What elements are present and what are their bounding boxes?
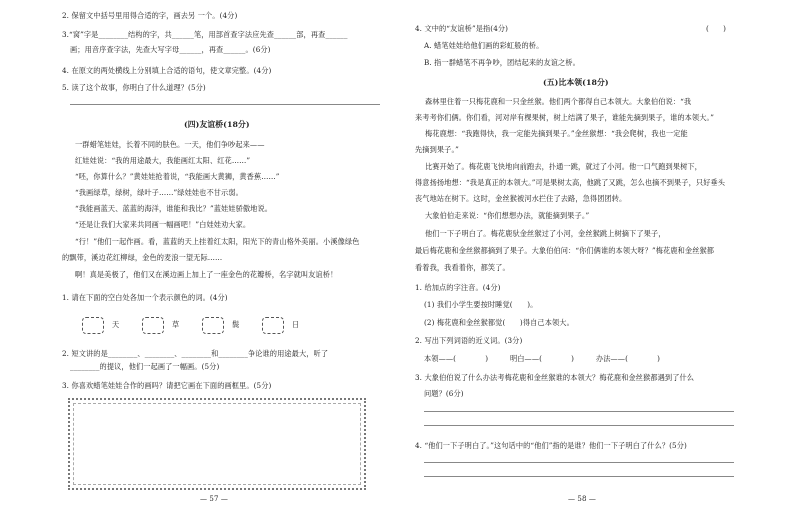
- question-3b: 3. 你喜欢蜡笔娃娃合作的画吗？请把它画在下面的画框里。(5分): [62, 381, 272, 390]
- question-4: 4. 文中的“友谊桥”是指(4分): [415, 24, 509, 33]
- story-paragraph-5: “我能画蓝天、蓝蓝的海洋，谁能和我比？”蓝娃娃骄傲地说。: [75, 204, 273, 213]
- answer-line[interactable]: [424, 425, 734, 426]
- answer-parenthesis[interactable]: ( ): [706, 24, 726, 33]
- question-2b-line-2: ________的提议，他们一起画了一幅画。(5分): [70, 362, 220, 371]
- question-4: 4. 在原文的两处横线上分别填上合适的语句，使文章完整。(4分): [62, 66, 272, 75]
- blank-box[interactable]: [82, 317, 104, 334]
- story-paragraph-4: “我画绿草，绿树，绿叶子……”绿娃娃也不甘示弱。: [75, 188, 243, 197]
- story-paragraph-8: 大象伯伯走来说：“你们想想办法，就能摘到果子。”: [425, 211, 590, 220]
- box-word: 鬓: [232, 320, 240, 329]
- story-paragraph-10: 最后梅花鹿和金丝猴都摘到了果子。大象伯伯问：“你们俩谁的本领大呀？”梅花鹿和金丝猴都: [415, 246, 715, 255]
- question-1: 1. 给加点的字注音。(4分): [415, 283, 501, 292]
- question-3-line-1: 3. 大象伯伯说了什么办法考梅花鹿和金丝猴谁的本领大？梅花鹿和金丝猴都遇到了什么: [415, 373, 695, 382]
- question-2: 2. 写出下列词语的近义词。(3分): [415, 336, 523, 345]
- question-2: 2. 保留文中括号里用得合适的字，画去另 一个。(4分): [62, 11, 238, 20]
- story-paragraph-7: 丧气地站在树下。这时，金丝猴被河水拦住了去路，急得团团转。: [415, 194, 627, 203]
- story-paragraph-1: 一群蜡笔娃娃，长着不同的肤色。一天，他们争吵起来——: [75, 140, 265, 149]
- blank-box[interactable]: [202, 317, 224, 334]
- question-3-line-2: 画；用音序查字法，先查大写字母______，再查______。(6分): [70, 45, 271, 54]
- box-word: 日: [292, 320, 300, 329]
- story-paragraph-5: 比赛开始了。梅花鹿飞快地向前跑去，扑通一跳，就过了小河。他一口气跑到果树下，: [425, 162, 702, 171]
- drawing-frame[interactable]: [68, 398, 366, 490]
- question-2b-line-1: 2. 短文讲的是________、________、________和________争论谁的用途最大，听了: [62, 349, 329, 358]
- story-paragraph-4: 先摘到果子。”: [415, 145, 459, 154]
- answer-line[interactable]: [424, 476, 734, 477]
- story-paragraph-9: 啊！真是美极了，他们又在溪边画上加上了一座金色的花瓣桥，名字就叫友谊桥！: [75, 270, 338, 279]
- question-3-line-1: 3.“窝”字是________结构的字，共______笔，用部首查字法应先查______部，再查______: [62, 30, 348, 39]
- question-1-item-1: (1) 我们小学生要按时睡觉( )。: [424, 300, 538, 309]
- story-paragraph-1: 森林里住着一只梅花鹿和一只金丝猴。他们两个都得自己本领大。大象伯伯说：“我: [425, 97, 692, 106]
- answer-line[interactable]: [424, 411, 734, 412]
- question-2-items: 本领——( ) 明白——( ) 办法——( ): [424, 354, 661, 363]
- page-number: — 58 —: [568, 495, 596, 503]
- blank-box[interactable]: [142, 317, 164, 334]
- section-5-title: (五)比本领(18分): [543, 78, 609, 87]
- page-number: — 57 —: [200, 495, 228, 503]
- answer-line[interactable]: [70, 104, 380, 105]
- question-5: 5. 读了这个故事，你明白了什么道理？(5分): [62, 83, 206, 92]
- story-paragraph-2: 来考考你们俩。你们看，河对岸有棵果树，树上结满了果子，谁能先摘到果子，谁的本领大。”: [415, 113, 714, 122]
- question-1: 1. 请在下面的空白处各加一个表示颜色的词。(4分): [62, 293, 228, 302]
- box-word: 天: [112, 320, 120, 329]
- story-paragraph-6: “还是让我们大家来共同画一幅画吧！”白娃娃劝大家。: [75, 220, 251, 229]
- story-paragraph-3: 梅花鹿想：“我跑得快，我一定能先摘到果子。”金丝猴想：“我会爬树，我也一定能: [425, 129, 688, 138]
- answer-line[interactable]: [424, 462, 734, 463]
- story-paragraph-9: 他们一下子明白了。梅花鹿驮金丝猴过了小河，金丝猴跳上树摘下了果子，: [425, 229, 666, 238]
- drawing-frame-inner: [73, 403, 361, 485]
- box-word: 草: [172, 320, 180, 329]
- section-4-title: (四)友谊桥(18分): [184, 120, 250, 129]
- story-paragraph-2: 红娃娃说：“我的用途最大，我能画红太阳、红花……”: [75, 156, 251, 165]
- question-1-item-2: (2) 梅花鹿和金丝猴都觉( )得自己本领大。: [424, 318, 574, 327]
- question-3-line-2: 问题？(6分): [424, 389, 464, 398]
- question-4b: 4. “他们一下子明白了。”这句话中的“他们”指的是谁？他们一下子明白了什么？(5分): [415, 441, 687, 450]
- story-paragraph-8: 的飘带，溪边花红柳绿，金色的麦浪一望无际……: [62, 253, 223, 262]
- right-page: [400, 0, 800, 512]
- story-paragraph-7: “行！”他们一起作画。看，蓝蓝的天上挂着红太阳，阳光下的青山格外美丽。小溪像绿色: [75, 237, 360, 246]
- option-a: A. 蜡笔娃娃给他们画的彩虹般的桥。: [424, 41, 544, 50]
- option-b: B. 指一群蜡笔不再争吵，团结起来的友谊之桥。: [424, 58, 580, 67]
- story-paragraph-6: 得意扬扬地想：“我是真正的本领大。”可是果树太高，他跳了又跳，怎么也摘不到果子，只好垂头: [415, 178, 726, 187]
- blank-box[interactable]: [262, 317, 284, 334]
- story-paragraph-11: 看着我，我看着你，都笑了。: [415, 263, 510, 272]
- story-paragraph-3: “呸，你算什么？”黄娃娃抢着说，“我能画大黄狮，黄香蕉……”: [75, 172, 280, 181]
